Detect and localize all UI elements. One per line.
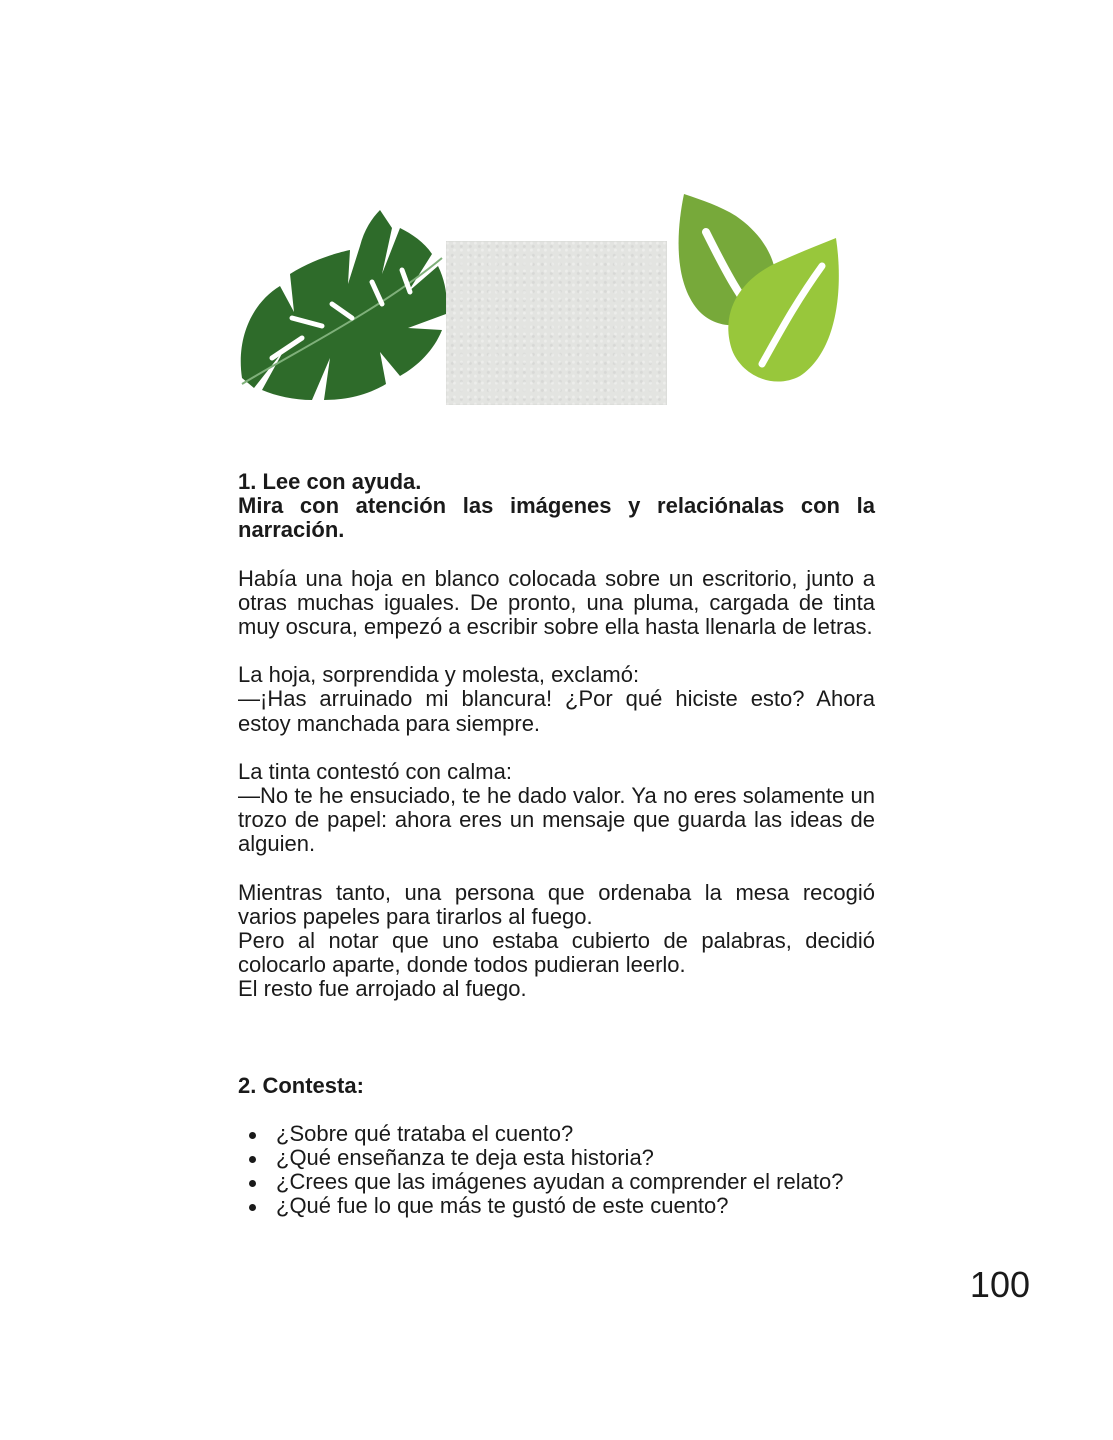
story-paragraph (238, 663, 875, 736)
story-dialogue: —¡Has arruinado mi blancura! ¿Por qué hiciste esto? Ahora estoy manchada para siempre. (238, 686, 875, 736)
page-number: 100 (969, 1264, 1030, 1305)
monstera-leaf-icon (232, 208, 450, 408)
section1-instruction: Mira con atención las imágenes y relaciónalas con la narración. (238, 493, 875, 543)
story-text: Había una hoja en blanco colocada sobre un escritorio, junto a otras muchas iguales. De pronto, una pluma, cargada de tinta muy oscura, empezó a escribir sobre ella hasta llenarla de letras. (238, 565, 875, 640)
list-item (238, 1170, 875, 1194)
section2 (238, 1074, 875, 1219)
story-paragraph (238, 567, 875, 640)
list-item (238, 1146, 875, 1170)
bullet-icon (249, 1132, 256, 1139)
bullet-icon (249, 1180, 256, 1187)
story-text: La tinta contestó con calma: (238, 758, 512, 784)
green-leaves-icon (676, 192, 844, 384)
blank-paper-icon (446, 241, 667, 405)
story-paragraph (238, 881, 875, 1002)
question-text: ¿Crees que las imágenes ayudan a comprender el relato? (276, 1169, 844, 1195)
section2-title: 2. Contesta: (238, 1072, 364, 1098)
list-item (238, 1194, 875, 1218)
exercise-content (238, 470, 875, 1219)
bullet-icon (249, 1204, 256, 1211)
story-text: El resto fue arrojado al fuego. (238, 976, 527, 1002)
question-list (238, 1122, 875, 1219)
story-text: La hoja, sorprendida y molesta, exclamó: (238, 662, 640, 688)
illustrations (0, 0, 1113, 420)
question-text: ¿Sobre qué trataba el cuento? (276, 1120, 574, 1146)
story-paragraph (238, 760, 875, 857)
story-text: Mientras tanto, una persona que ordenaba la mesa recogió varios papeles para tirarlos al fuego. (238, 879, 875, 929)
story-dialogue: —No te he ensuciado, te he dado valor. Ya no eres solamente un trozo de papel: ahora eres un mensaje que guarda las ideas de alguien. (238, 783, 875, 857)
bullet-icon (249, 1156, 256, 1163)
list-item (238, 1122, 875, 1146)
story-text: Pero al notar que uno estaba cubierto de palabras, decidió colocarlo aparte, donde todos pudieran leerlo. (238, 928, 875, 978)
section1-title: 1. Lee con ayuda. (238, 469, 422, 494)
question-text: ¿Qué fue lo que más te gustó de este cuento? (276, 1193, 729, 1219)
question-text: ¿Qué enseñanza te deja esta historia? (276, 1145, 654, 1171)
